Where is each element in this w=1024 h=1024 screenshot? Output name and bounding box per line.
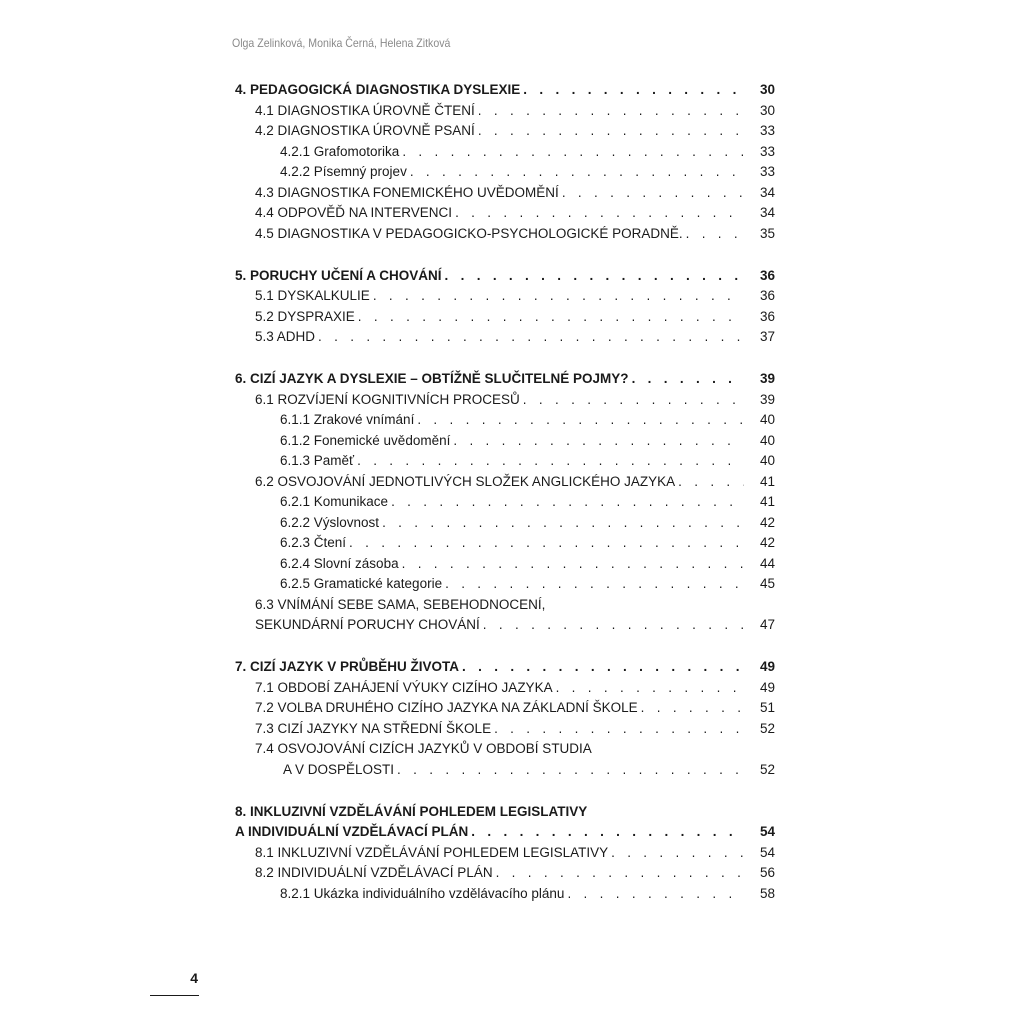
dot-leader — [402, 142, 744, 163]
toc-entry — [235, 101, 775, 122]
toc-page-number: 45 — [759, 576, 775, 591]
dot-leader — [686, 224, 744, 245]
dot-leader — [373, 286, 744, 307]
dot-leader — [494, 719, 744, 740]
toc-section — [235, 266, 775, 348]
toc-page-number: 30 — [759, 102, 775, 118]
toc-chapter-entry — [235, 802, 775, 823]
toc-page-number: 35 — [759, 225, 775, 241]
toc-page-number: 36 — [759, 267, 775, 283]
toc-entry-title: 4.5 DIAGNOSTIKA V PEDAGOGICKO-PSYCHOLOGICKÉ PORADNĚ. — [255, 225, 683, 241]
toc-page-number: 30 — [759, 82, 775, 97]
toc-entry — [235, 843, 775, 864]
toc-entry-title: 4.4 ODPOVĚĎ NA INTERVENCI — [255, 205, 453, 220]
toc-entry — [235, 533, 775, 554]
toc-entry — [235, 286, 775, 307]
toc-entry-title: 7.4 OSVOJOVÁNÍ CIZÍCH JAZYKŮ V OBDOBÍ STUDIA — [255, 741, 592, 756]
toc-entry-title: 8.2 INDIVIDUÁLNÍ VZDĚLÁVACÍ PLÁN — [255, 865, 493, 880]
toc-entry-title: A V DOSPĚLOSTI — [283, 761, 395, 777]
page-number: 4 — [190, 970, 198, 986]
dot-leader — [445, 574, 744, 595]
dot-leader — [397, 760, 744, 781]
toc-page-number: 34 — [759, 205, 775, 220]
toc-page-number: 44 — [759, 555, 775, 571]
toc-entry — [235, 121, 775, 142]
toc-section — [235, 657, 775, 780]
toc-page-number: 36 — [759, 308, 775, 324]
toc-chapter-entry — [235, 266, 775, 287]
toc-page-number: 33 — [759, 143, 775, 159]
table-of-contents — [235, 80, 775, 926]
dot-leader — [391, 492, 744, 513]
toc-entry-title: 6. CIZÍ JAZYK A DYSLEXIE – OBTÍŽNĚ SLUČITELNÉ POJMY? — [235, 371, 629, 386]
dot-leader — [349, 533, 744, 554]
toc-page-number: 42 — [759, 514, 775, 530]
dot-leader — [632, 369, 744, 390]
toc-page-number: 56 — [759, 865, 775, 880]
toc-entry — [235, 327, 775, 348]
toc-chapter-entry — [235, 369, 775, 390]
toc-entry-title: 5.3 ADHD — [255, 329, 316, 344]
toc-entry — [235, 719, 775, 740]
toc-entry-title: SEKUNDÁRNÍ PORUCHY CHOVÁNÍ — [255, 617, 480, 632]
toc-entry — [235, 698, 775, 719]
dot-leader — [556, 678, 744, 699]
toc-entry-title: 7.1 OBDOBÍ ZAHÁJENÍ VÝUKY CIZÍHO JAZYKA — [255, 679, 553, 695]
dot-leader — [678, 472, 744, 493]
toc-page-number: 47 — [759, 617, 775, 632]
toc-entry — [235, 615, 775, 636]
toc-entry-title: 4.2.2 Písemný projev — [280, 164, 407, 179]
toc-chapter-entry — [235, 657, 775, 678]
toc-entry — [235, 183, 775, 204]
toc-page-number: 39 — [759, 371, 775, 386]
toc-page-number: 40 — [759, 432, 775, 448]
toc-entry-title: 5. PORUCHY UČENÍ A CHOVÁNÍ — [235, 267, 442, 283]
toc-entry-title: 6.2.5 Gramatické kategorie — [280, 576, 443, 591]
toc-entry — [235, 863, 775, 884]
toc-page-number: 58 — [759, 885, 775, 901]
toc-page-number: 41 — [759, 494, 775, 509]
toc-entry — [235, 162, 775, 183]
dot-leader — [611, 843, 744, 864]
toc-entry — [235, 554, 775, 575]
toc-chapter-entry — [235, 822, 775, 843]
dot-leader — [478, 101, 744, 122]
toc-entry — [235, 431, 775, 452]
toc-page-number: 37 — [759, 329, 775, 344]
toc-page-number: 52 — [759, 720, 775, 736]
toc-entry-title: 4.1 DIAGNOSTIKA ÚROVNĚ ČTENÍ — [255, 102, 475, 118]
dot-leader — [402, 554, 744, 575]
toc-entry — [235, 739, 775, 760]
toc-entry-title: 5.1 DYSKALKULIE — [255, 288, 370, 303]
toc-entry-title: 7.2 VOLBA DRUHÉHO CIZÍHO JAZYKA NA ZÁKLADNÍ ŠKOLE — [255, 700, 638, 715]
toc-entry-title: 6.2 OSVOJOVÁNÍ JEDNOTLIVÝCH SLOŽEK ANGLICKÉHO JAZYKA — [255, 473, 676, 489]
dot-leader — [471, 822, 744, 843]
toc-entry — [235, 513, 775, 534]
toc-page-number: 33 — [759, 164, 775, 179]
dot-leader — [483, 615, 744, 636]
toc-chapter-entry — [235, 80, 775, 101]
dot-leader — [410, 162, 744, 183]
toc-entry-title: 6.1 ROZVÍJENÍ KOGNITIVNÍCH PROCESŮ — [255, 391, 520, 407]
toc-entry-title: 6.1.2 Fonemické uvědomění — [280, 432, 451, 448]
toc-section — [235, 80, 775, 244]
dot-leader — [455, 203, 744, 224]
dot-leader — [478, 121, 744, 142]
toc-page-number: 52 — [759, 761, 775, 777]
toc-entry — [235, 307, 775, 328]
dot-leader — [453, 431, 744, 452]
toc-entry-title: 6.2.2 Výslovnost — [280, 514, 380, 530]
toc-entry — [235, 410, 775, 431]
toc-entry — [235, 760, 775, 781]
toc-entry — [235, 203, 775, 224]
dot-leader — [641, 698, 744, 719]
dot-leader — [358, 307, 744, 328]
dot-leader — [445, 266, 744, 287]
page-number-rule — [150, 995, 199, 996]
running-header-authors: Olga Zelinková, Monika Černá, Helena Zitková — [232, 36, 451, 50]
toc-entry-title: 6.2.1 Komunikace — [280, 494, 389, 509]
toc-entry — [235, 574, 775, 595]
toc-entry — [235, 678, 775, 699]
toc-entry-title: 8. INKLUZIVNÍ VZDĚLÁVÁNÍ POHLEDEM LEGISLATIVY — [235, 803, 588, 819]
toc-page-number: 41 — [759, 473, 775, 489]
toc-entry — [235, 390, 775, 411]
toc-page-number: 49 — [759, 679, 775, 695]
toc-page-number: 40 — [759, 412, 775, 427]
dot-leader — [417, 410, 744, 431]
dot-leader — [562, 183, 744, 204]
toc-entry-title: 6.2.3 Čtení — [280, 535, 347, 550]
toc-entry-title: 8.2.1 Ukázka individuálního vzdělávacího plánu — [280, 885, 565, 901]
toc-entry-title: A INDIVIDUÁLNÍ VZDĚLÁVACÍ PLÁN — [235, 824, 469, 839]
toc-entry-title: 6.1.3 Paměť — [280, 453, 355, 468]
toc-page-number: 39 — [759, 391, 775, 407]
toc-section — [235, 802, 775, 905]
toc-entry — [235, 884, 775, 905]
toc-entry — [235, 451, 775, 472]
toc-page-number: 42 — [759, 535, 775, 550]
toc-entry — [235, 142, 775, 163]
toc-page-number: 51 — [759, 700, 775, 715]
toc-page-number: 54 — [759, 824, 775, 839]
toc-entry-title: 6.2.4 Slovní zásoba — [280, 555, 399, 571]
toc-entry-title: 5.2 DYSPRAXIE — [255, 308, 355, 324]
dot-leader — [318, 327, 744, 348]
toc-entry-title: 4. PEDAGOGICKÁ DIAGNOSTIKA DYSLEXIE — [235, 82, 521, 97]
dot-leader — [382, 513, 744, 534]
toc-entry-title: 4.2 DIAGNOSTIKA ÚROVNĚ PSANÍ — [255, 123, 475, 138]
toc-entry — [235, 595, 775, 616]
dot-leader — [357, 451, 744, 472]
toc-page-number: 54 — [759, 844, 775, 860]
toc-entry — [235, 224, 775, 245]
toc-entry-title: 4.2.1 Grafomotorika — [280, 143, 400, 159]
toc-entry — [235, 492, 775, 513]
dot-leader — [496, 863, 744, 884]
toc-section — [235, 369, 775, 636]
toc-entry-title: 7. CIZÍ JAZYK V PRŮBĚHU ŽIVOTA — [235, 659, 460, 674]
toc-entry-title: 6.1.1 Zrakové vnímání — [280, 412, 415, 427]
toc-entry-title: 8.1 INKLUZIVNÍ VZDĚLÁVÁNÍ POHLEDEM LEGISLATIVY — [255, 844, 609, 860]
dot-leader — [462, 657, 744, 678]
toc-page-number: 34 — [759, 184, 775, 200]
toc-page-number: 33 — [759, 123, 775, 138]
toc-page-number: 36 — [759, 288, 775, 303]
toc-page-number: 40 — [759, 453, 775, 468]
dot-leader — [523, 390, 744, 411]
dot-leader — [523, 80, 744, 101]
toc-entry-title: 6.3 VNÍMÁNÍ SEBE SAMA, SEBEHODNOCENÍ, — [255, 596, 546, 612]
toc-page-number: 49 — [759, 659, 775, 674]
toc-entry — [235, 472, 775, 493]
dot-leader — [567, 884, 744, 905]
toc-entry-title: 4.3 DIAGNOSTIKA FONEMICKÉHO UVĚDOMĚNÍ — [255, 184, 559, 200]
toc-entry-title: 7.3 CIZÍ JAZYKY NA STŘEDNÍ ŠKOLE — [255, 720, 492, 736]
